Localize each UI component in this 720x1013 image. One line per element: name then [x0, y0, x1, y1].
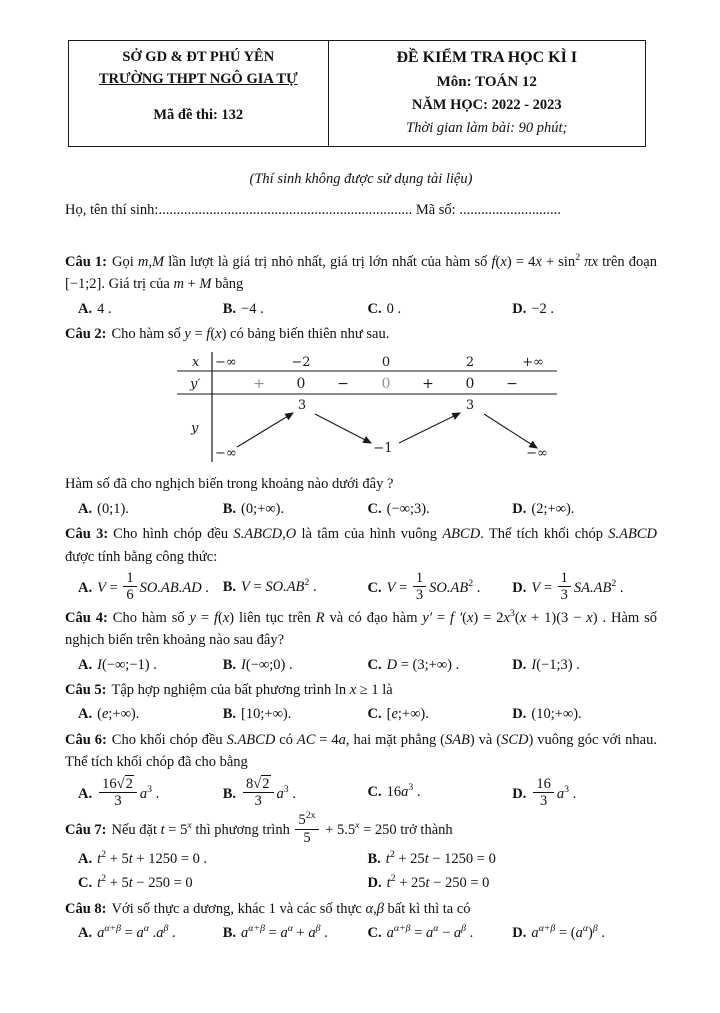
answer-text: V = $\frac{1}{3}$ $SO.AB^2$ .	[386, 570, 481, 604]
header-right-cell	[329, 41, 645, 146]
fraction: $\frac{16√2}{3}$	[99, 776, 137, 809]
answer-text: (0;1).	[97, 500, 129, 517]
answer-option	[512, 498, 657, 520]
answer-text: $t^2 + 25t - 1250 = 0$	[385, 849, 496, 867]
answer-label: B.	[222, 656, 237, 673]
answer-label: A.	[78, 656, 93, 673]
answer-label: B.	[222, 500, 237, 517]
question-5	[65, 679, 657, 726]
answer-label: D.	[512, 580, 527, 597]
answer-label: C.	[367, 784, 382, 801]
question-2	[65, 323, 657, 520]
bbt-sign: 0	[381, 375, 391, 392]
variation-table-svg	[175, 350, 559, 462]
question-8-text	[65, 898, 657, 920]
answer-option	[512, 570, 657, 603]
answer-option	[223, 654, 368, 676]
bbt-sign: −	[506, 375, 518, 392]
answer-label: C.	[367, 500, 382, 517]
question-number: Câu 5:	[65, 682, 107, 699]
fraction: $\frac{1}{3}$	[558, 570, 571, 603]
answer-option	[78, 654, 223, 676]
answer-label: B.	[367, 850, 381, 867]
answer-label: C.	[367, 925, 382, 942]
question-body: Gọi m,M lần lượt là giá trị nhỏ nhất, giá trị lớn nhất của hàm số $f(x) = 4x + \sin^2 \pi x$ trên đoạn [−1;2]. Giá trị của m + M bằng	[65, 252, 657, 293]
answer-option	[368, 781, 513, 803]
bbt-x-value: 0	[381, 354, 391, 370]
answer-label: A.	[78, 785, 93, 802]
bbt-y-value: −∞	[215, 445, 237, 461]
bbt-arrow-down	[315, 414, 371, 443]
fraction: $\frac{1}{6}$	[123, 570, 136, 603]
answer-label: A.	[78, 706, 93, 723]
fraction: $\frac{8√2}{3}$	[243, 776, 273, 809]
answer-option	[223, 922, 368, 944]
answer-option	[78, 872, 368, 894]
answer-label: B.	[222, 706, 237, 723]
question-body: Tập hợp nghiệm của bất phương trình ln x ≥ 1 là	[111, 682, 393, 699]
student-name-label: Họ, tên thí sinh:	[65, 202, 159, 219]
answer-option	[512, 922, 657, 944]
bbt-x-value: 2	[465, 354, 475, 370]
answer-option	[78, 703, 223, 725]
answer-option	[78, 776, 223, 809]
answer-label: C.	[367, 580, 382, 597]
answer-label: D.	[512, 706, 527, 723]
answer-text: [10;+∞).	[241, 706, 292, 723]
answer-text: D = (3;+∞) .	[386, 656, 460, 673]
bbt-y-value: −1	[373, 440, 393, 456]
question-body: Cho khối chóp đều S.ABCD có AC = 4a, hai mặt phẳng (SAB) và (SCD) vuông góc với nhau. Thể tích khối chóp đã cho bằng	[65, 731, 657, 771]
question-body: Nếu đặt $t = 5^x$ thì phương trình $\frac{5^{2x}}{5}$ + $5.5^x = 250$ trở thành	[111, 810, 453, 846]
answer-option	[78, 498, 223, 520]
bbt-x-value: +∞	[522, 354, 544, 370]
question-number: Câu 2:	[65, 326, 107, 343]
question-5-answers	[65, 703, 657, 725]
question-number: Câu 7:	[65, 822, 107, 839]
question-6	[65, 729, 657, 809]
question-2-text	[65, 323, 657, 345]
answer-label: D.	[512, 925, 527, 942]
answer-option	[78, 570, 223, 603]
answer-label: A.	[78, 500, 93, 517]
bbt-arrow-up	[237, 413, 293, 447]
question-list	[65, 251, 657, 945]
answer-option	[368, 922, 513, 944]
answer-text: $a^{\alpha+\beta} = (a^\alpha)^\beta$ .	[531, 923, 606, 942]
bbt-y-value: −∞	[526, 445, 548, 461]
bbt-arrow-down	[484, 414, 537, 448]
answer-option	[368, 654, 513, 676]
department-name: SỞ GD & ĐT PHÚ YÊN	[122, 49, 275, 65]
answer-option	[223, 776, 368, 809]
answer-label: B.	[222, 300, 237, 317]
answer-text: $\frac{16√2}{3}$ $a^3$ .	[97, 786, 159, 802]
answer-text: $V = SO.AB^2$ .	[241, 576, 317, 595]
exam-duration: Thời gian làm bài: 90 phút;	[406, 119, 568, 136]
answer-label: C.	[367, 706, 382, 723]
question-8-answers	[65, 922, 657, 944]
answer-option	[368, 498, 513, 520]
question-number: Câu 8:	[65, 900, 107, 917]
question-number: Câu 4:	[65, 609, 108, 626]
answer-text: (−∞;3).	[386, 500, 430, 517]
answer-text: $t^2 + 5t - 250 = 0$	[97, 873, 193, 892]
answer-option	[368, 298, 513, 320]
answer-label: C.	[367, 300, 382, 317]
answer-label: D.	[367, 875, 382, 892]
square-root: √2	[116, 775, 133, 792]
answer-label: B.	[222, 578, 237, 595]
question-5-text	[65, 679, 657, 701]
square-root: √2	[253, 775, 270, 792]
question-4-text	[65, 607, 657, 652]
answer-option	[78, 922, 223, 944]
answer-text: (2;+∞).	[531, 500, 575, 517]
variation-table	[175, 350, 657, 469]
answer-text: $\frac{8√2}{3}$ $a^3$ .	[241, 786, 296, 802]
answer-label: D.	[512, 500, 527, 517]
question-1-text	[65, 251, 657, 296]
answer-text: $t^2 + 25t - 250 = 0$	[386, 873, 490, 892]
question-3-text	[65, 523, 657, 568]
answer-option	[512, 298, 657, 320]
question-number: Câu 3:	[65, 526, 109, 543]
question-7-answers	[65, 848, 657, 895]
student-code-label: Mã số:	[415, 202, 456, 219]
answer-option	[78, 298, 223, 320]
question-6-answers	[65, 776, 657, 809]
answer-text: −4 .	[241, 300, 264, 317]
answer-text: (10;+∞).	[531, 706, 582, 723]
fraction: $\frac{16}{3}$	[533, 776, 554, 809]
bbt-y-value: 3	[465, 397, 475, 413]
bbt-sign: +	[253, 375, 265, 392]
bbt-arrow-up	[399, 413, 460, 443]
student-info-line	[65, 199, 657, 221]
bbt-sign: +	[422, 375, 434, 392]
answer-label: A.	[78, 580, 93, 597]
bbt-x-label: x	[192, 354, 200, 370]
question-3-answers	[65, 570, 657, 603]
answer-option	[368, 848, 658, 870]
question-7-text	[65, 812, 657, 845]
answer-text: 0 .	[386, 300, 402, 317]
answer-label: A.	[78, 850, 93, 867]
question-7	[65, 812, 657, 894]
bbt-yprime-label: y′	[190, 376, 201, 392]
bbt-x-value: −∞	[215, 354, 237, 370]
answer-option	[512, 654, 657, 676]
fraction: $\frac{5^{2x}}{5}$	[295, 812, 318, 845]
question-1-answers	[65, 298, 657, 320]
answer-text: $16a^3$ .	[386, 782, 421, 801]
bbt-x-value: −2	[291, 354, 311, 370]
school-year: NĂM HỌC: 2022 - 2023	[411, 97, 562, 114]
question-8	[65, 898, 657, 945]
exam-subject: Môn: TOÁN 12	[436, 73, 537, 90]
question-body: Cho hàm số y = f(x) liên tục trên R và có đạo hàm y′ = f $'(x) = 2x^3(x + 1)(3 - x)$ . Hàm số nghịch biến trên khoảng nào sau đây?	[65, 607, 657, 649]
exam-note: (Thí sinh không được sử dụng tài liệu)	[249, 170, 473, 187]
question-body: Cho hàm số y = f(x) có bảng biến thiên như sau.	[111, 326, 390, 343]
answer-text: $a^{\alpha+\beta} = a^\alpha - a^\beta$ .	[386, 923, 474, 942]
question-number: Câu 6:	[65, 731, 107, 748]
answer-text: (e;+∞).	[97, 706, 140, 723]
answer-label: C.	[78, 875, 93, 892]
answer-label: B.	[222, 925, 237, 942]
answer-option	[368, 872, 658, 894]
answer-option	[223, 298, 368, 320]
answer-option	[512, 776, 657, 809]
answer-label: B.	[222, 785, 237, 802]
answer-text: −2 .	[531, 300, 555, 317]
bbt-sign: 0	[465, 375, 475, 392]
question-number: Câu 1:	[65, 253, 108, 270]
school-name: TRƯỜNG THPT NGÔ GIA TỰ	[98, 71, 298, 88]
answer-option	[223, 576, 368, 598]
answer-text: $a^{\alpha+\beta} = a^\alpha + a^\beta$ .	[241, 923, 328, 942]
question-6-text	[65, 729, 657, 774]
student-name-dots: ......................................................................	[158, 202, 413, 219]
answer-text: (0;+∞).	[241, 500, 285, 517]
answer-option	[512, 703, 657, 725]
answer-text: $a^{\alpha+\beta} = a^\alpha$ $.a^\beta$ .	[97, 923, 176, 942]
question-1	[65, 251, 657, 320]
answer-option	[78, 848, 368, 870]
answer-label: D.	[512, 785, 527, 802]
fraction: $\frac{1}{3}$	[413, 570, 426, 603]
answer-label: D.	[512, 656, 527, 673]
answer-option	[368, 703, 513, 725]
exam-header-box	[68, 40, 646, 147]
question-2-prompt: Hàm số đã cho nghịch biến trong khoảng nào dưới đây ?	[65, 476, 394, 493]
answer-label: D.	[512, 300, 527, 317]
question-4-answers	[65, 654, 657, 676]
question-3	[65, 523, 657, 603]
answer-text: I(−∞;−1) .	[97, 656, 157, 673]
question-body: Cho hình chóp đều S.ABCD,O là tâm của hình vuông ABCD. Thể tích khối chóp S.ABCD được tính bằng công thức:	[65, 526, 657, 565]
exam-title: ĐỀ KIỂM TRA HỌC KÌ I	[396, 49, 578, 66]
answer-option	[223, 498, 368, 520]
header-left-cell	[69, 41, 329, 146]
bbt-sign: −	[337, 375, 349, 392]
answer-text: V = $\frac{1}{6}$ SO.AB.AD .	[97, 570, 209, 604]
bbt-y-value: 3	[297, 397, 307, 413]
student-code-dots: ............................	[459, 202, 561, 219]
question-4	[65, 607, 657, 676]
answer-text: $\frac{16}{3}$ $a^3$ .	[531, 786, 576, 802]
answer-option	[223, 703, 368, 725]
question-body: Với số thực a dương, khác 1 và các số thực α,β bất kì thì ta có	[111, 900, 471, 917]
answer-label: C.	[367, 656, 382, 673]
bbt-sign: 0	[296, 375, 306, 392]
bbt-y-label: y	[191, 420, 199, 436]
answer-text: I(−∞;0) .	[241, 656, 293, 673]
answer-text: [e;+∞).	[386, 706, 429, 723]
answer-label: A.	[78, 300, 93, 317]
answer-option	[368, 570, 513, 603]
exam-code: Mã đề thi: 132	[153, 106, 244, 123]
answer-text: 4 .	[97, 300, 112, 317]
answer-text: $t^2 + 5t + 1250 = 0$ .	[97, 849, 208, 867]
answer-label: A.	[78, 925, 93, 942]
question-2-answers	[65, 498, 657, 520]
answer-text: V = $\frac{1}{3}$ $SA.AB^2$ .	[531, 570, 624, 604]
answer-text: I(−1;3) .	[531, 656, 580, 673]
